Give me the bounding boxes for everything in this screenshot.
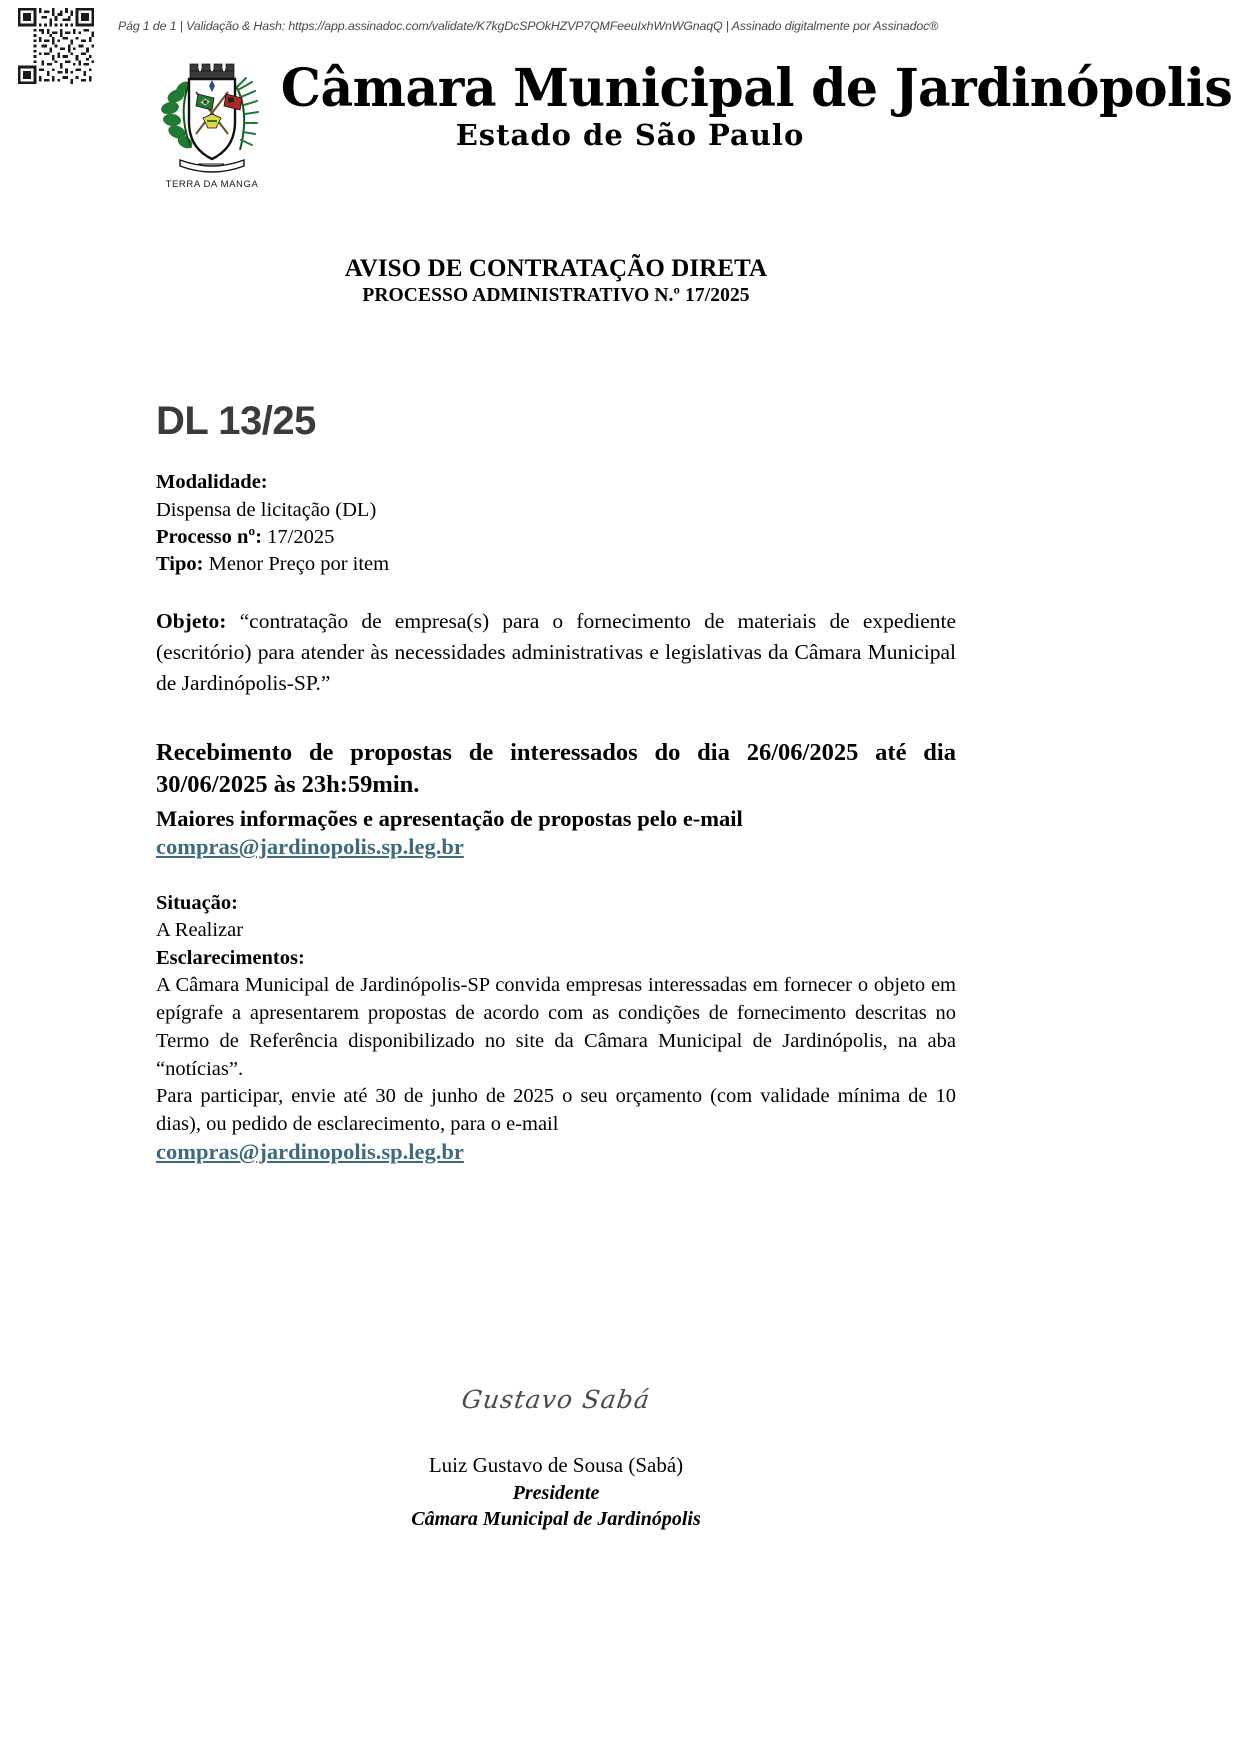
letterhead-subtitle: Estado de São Paulo [455,118,805,153]
signatory-role: Presidente [512,1481,600,1504]
field-tipo-value: Menor Preço por item [208,553,390,576]
objeto-label: Objeto: [156,609,227,634]
field-processo-value: 17/2025 [267,525,335,548]
signatory-organization: Câmara Municipal de Jardinópolis [411,1508,701,1531]
esclarecimentos-paragraph-2 [156,1083,956,1139]
field-modalidade-value-row [156,497,956,524]
signature-block [156,1385,956,1533]
objeto-paragraph [156,606,956,698]
esclarecimentos-label: Esclarecimentos: [156,946,305,969]
coat-of-arms-icon [158,60,266,192]
letterhead-title: Câmara Municipal de Jardinópolis [280,58,1233,119]
field-tipo-label: Tipo: [156,553,204,576]
signatory-name: Luiz Gustavo de Sousa (Sabá) [428,1453,684,1477]
maiores-informacoes-statement: Maiores informações e apresentação de propostas pelo e-mail [156,805,743,831]
email-link-primary[interactable]: compras@jardinopolis.sp.leg.br [156,834,464,860]
situacao-value-row [156,917,956,944]
email-link-secondary[interactable]: compras@jardinopolis.sp.leg.br [156,1139,464,1165]
title-block [156,255,956,307]
field-processo-label: Processo nº: [156,525,263,548]
objeto-text: “contratação de empresa(s) para o fornecimento de materiais de expediente (escritório) para atender às necessidades administrativas e legislativas da Câmara Municipal de Jardinópolis-SP.” [156,609,957,695]
page-title: AVISO DE CONTRATAÇÃO DIRETA [344,255,768,282]
document-body [156,255,956,1165]
crest-motto-text: TERRA DA MANGA [165,179,259,190]
dl-heading: DL 13/25 [156,399,316,444]
letterhead [0,52,1241,192]
recebimento-statement: Recebimento de propostas de interessados do dia 26/06/2025 até dia 30/06/2025 às 23h:59min. [156,738,956,799]
field-tipo [156,551,956,578]
situacao-label-row [156,890,956,917]
field-modalidade-label: Modalidade: [156,471,268,494]
field-modalidade-value: Dispensa de licitação (DL) [156,498,377,521]
field-modalidade [156,469,956,496]
situacao-value: A Realizar [156,919,244,942]
signature-script: Gustavo Sabá [459,1385,653,1414]
esclarecimentos-paragraph-1: A Câmara Municipal de Jardinópolis-SP convida empresas interessadas em fornecer o objeto em epígrafe a apresentarem propostas de acordo com as condições de fornecimento descritas no Termo de Referência disponibilizado no site da Câmara Municipal de Jardinópolis, na aba “notícias”. [156,973,956,1080]
email-link-primary-row [156,834,956,860]
field-processo [156,524,956,551]
situacao-label: Situação: [156,892,238,915]
esclarecimentos-paragraph-2-text: Para participar, envie até 30 de junho de 2025 o seu orçamento (com validade mínima de 10 dias), ou pedido de esclarecimento, para o e-mail [156,1085,956,1136]
esclarecimentos-label-row [156,945,956,972]
email-link-secondary-row [156,1139,956,1165]
process-fields [156,469,956,578]
situacao-block [156,890,956,972]
validation-hash-text: Pág 1 de 1 | Validação & Hash: https://app.assinadoc.com/validate/K7kgDcSPOkHZVP7QMFeeuIxhWnWGnaqQ | Assinado digitalmente por Assinadoc® [118,19,939,33]
page-subtitle: PROCESSO ADMINISTRATIVO N.º 17/2025 [362,285,750,306]
